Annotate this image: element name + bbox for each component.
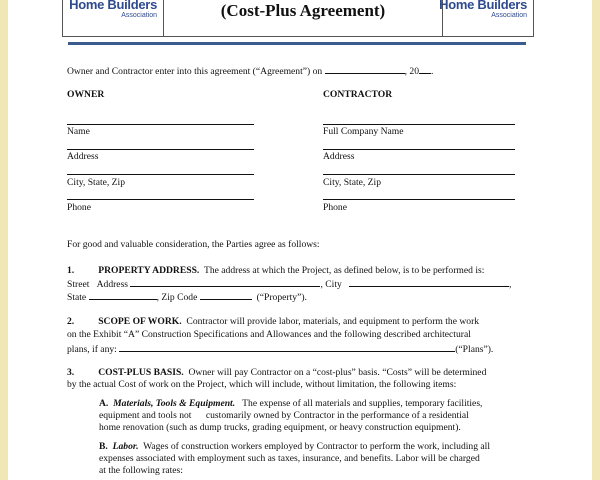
document-header	[62, 0, 534, 37]
item-a-text-2b: customarily owned by Contractor in the performance of a residential	[205, 410, 469, 421]
contractor-city-label: City, State, Zip	[323, 177, 382, 188]
page-edge-left	[0, 0, 8, 480]
section-2-text-1: Contractor will provide labor, materials, and equipment to perform the work	[186, 316, 480, 327]
section-3-number: 3.	[67, 367, 75, 378]
section-3-text-2: by the actual Cost of work on the Project, which will include, without limitation, the following items:	[67, 379, 457, 390]
item-b-label: B.	[99, 441, 108, 452]
city-field[interactable]	[349, 277, 509, 287]
section-2-line-3	[67, 342, 493, 356]
section-1-number: 1.	[67, 265, 75, 276]
contractor-name-line[interactable]	[323, 124, 515, 125]
item-b-text-3: at the following rates:	[99, 465, 183, 476]
zip-label: , Zip Code	[156, 292, 198, 303]
state-label: State	[67, 292, 87, 303]
owner-phone-label: Phone	[67, 202, 91, 213]
document-page	[8, 0, 592, 480]
item-b-line-1	[99, 441, 490, 453]
logo-left: Home Builders	[69, 0, 157, 12]
logo-right-sub: Association	[491, 12, 527, 19]
owner-city-label: City, State, Zip	[67, 177, 126, 188]
item-a-text-2a: equipment and tools not	[99, 410, 192, 421]
item-a-line-2	[99, 410, 469, 422]
intro-text: Owner and Contractor enter into this agreement (“Agreement”) on	[67, 66, 323, 77]
zip-field[interactable]	[200, 290, 252, 300]
section-1-line-3	[67, 290, 307, 304]
logo-right: Home Builders	[439, 0, 527, 12]
address-label: Address	[96, 279, 129, 290]
contractor-heading: CONTRACTOR	[323, 89, 393, 100]
item-a-label: A.	[99, 398, 109, 409]
city-comma: ,	[508, 279, 512, 290]
item-a-text-3: home renovation (such as dump trucks, grading equipment, or heavy construction equipment).	[99, 422, 461, 433]
contractor-city-line[interactable]	[323, 174, 515, 175]
owner-address-label: Address	[67, 151, 99, 162]
section-1-line-2	[67, 277, 511, 291]
section-2-text-2: on the Exhibit “A” Construction Specifications and Allowances and the following described architectural	[67, 329, 471, 340]
agreement-date-field[interactable]	[325, 64, 405, 74]
state-field[interactable]	[89, 290, 157, 300]
plans-label: (“Plans”).	[455, 344, 494, 355]
contractor-phone-label: Phone	[323, 202, 347, 213]
logo-left-sub: Association	[121, 12, 157, 19]
consideration-text: For good and valuable consideration, the Parties agree as follows:	[67, 239, 320, 250]
intro-year: , 20	[404, 66, 419, 77]
intro-line	[67, 64, 433, 78]
section-2-text-3: plans, if any:	[67, 344, 117, 355]
section-1-text: The address at which the Project, as defined below, is to be performed is:	[203, 265, 485, 276]
logo-cell-right	[439, 0, 533, 36]
contractor-address-label: Address	[323, 151, 355, 162]
section-1-line-1	[67, 265, 484, 277]
section-2-heading: SCOPE OF WORK.	[98, 316, 182, 327]
page-edge-right	[592, 0, 600, 480]
section-2-number: 2.	[67, 316, 75, 327]
owner-phone-line[interactable]	[67, 199, 254, 200]
plans-field[interactable]	[119, 342, 455, 352]
logo-cell-left	[63, 0, 164, 36]
contractor-name-label: Full Company Name	[323, 126, 404, 137]
street-label: Street	[67, 279, 90, 290]
owner-name-label: Name	[67, 126, 90, 137]
item-b-text-2: expenses associated with employment such as taxes, insurance, and benefits. Labor will be charged	[99, 453, 480, 464]
section-3-heading: COST-PLUS BASIS.	[98, 367, 184, 378]
item-a-line-1	[99, 398, 482, 410]
owner-city-line[interactable]	[67, 174, 254, 175]
agreement-year-field[interactable]	[419, 64, 431, 74]
section-3-line-1	[67, 367, 486, 379]
header-rule	[68, 42, 526, 45]
owner-heading: OWNER	[67, 89, 105, 100]
section-1-heading: PROPERTY ADDRESS.	[98, 265, 200, 276]
owner-name-line[interactable]	[67, 124, 254, 125]
property-label: (“Property”).	[256, 292, 307, 303]
item-b-text-1: Wages of construction workers employed by Contractor to perform the work, including all	[143, 441, 491, 452]
owner-address-line[interactable]	[67, 149, 254, 150]
contractor-phone-line[interactable]	[323, 199, 515, 200]
city-label: , City	[320, 279, 342, 290]
section-3-text-1: Owner will pay Contractor on a “cost-plus” basis. “Costs” will be determined	[188, 367, 487, 378]
contractor-address-line[interactable]	[323, 149, 515, 150]
item-b-heading: Labor.	[112, 441, 139, 452]
street-address-field[interactable]	[130, 277, 320, 287]
item-a-text-1: The expense of all materials and supplies, temporary facilities,	[242, 398, 483, 409]
intro-end: .	[431, 66, 434, 77]
document-title: (Cost-Plus Agreement)	[220, 1, 386, 20]
section-2-line-1	[67, 316, 479, 328]
item-a-heading: Materials, Tools & Equipment.	[113, 398, 236, 409]
